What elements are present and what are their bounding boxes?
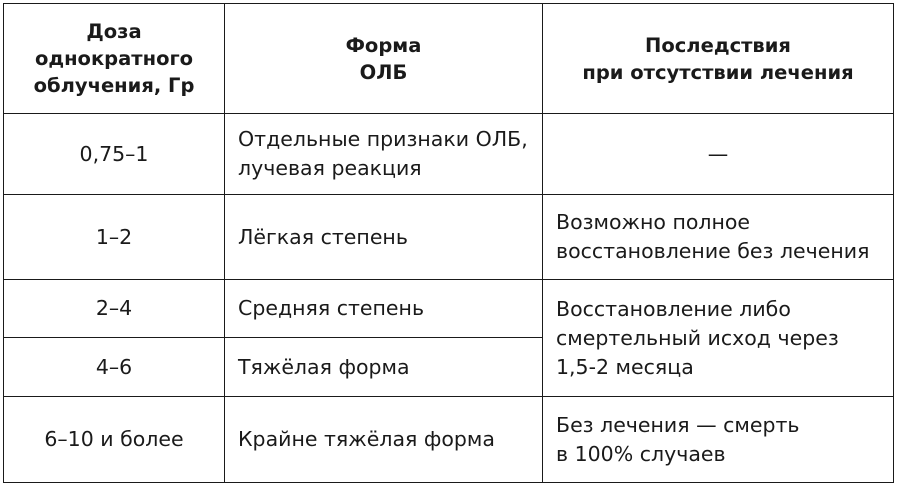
- table-row: [4, 280, 894, 338]
- form-cell: [225, 114, 543, 195]
- form-cell-line: лучевая реакция: [238, 156, 422, 180]
- dose-cell: 0,75–1: [4, 114, 225, 195]
- consequences-cell-line: смертельный исход через: [556, 325, 839, 350]
- table-row: [4, 195, 894, 280]
- header-consequences-line: Последствия: [645, 33, 791, 57]
- form-cell-line: Отдельные признаки ОЛБ,: [238, 127, 528, 151]
- consequences-cell-line: —: [707, 141, 729, 166]
- header-form-line: ОЛБ: [359, 60, 408, 84]
- dose-cell: 4–6: [4, 338, 225, 397]
- radiation-sickness-table-container: [3, 3, 894, 483]
- table-row: [4, 114, 894, 195]
- form-cell: [225, 280, 543, 338]
- consequences-cell-line: Без лечения — смерть: [556, 412, 800, 437]
- radiation-sickness-table: [3, 3, 894, 483]
- consequences-cell-line: восстановление без лечения: [556, 239, 870, 263]
- form-cell: [225, 195, 543, 280]
- dose-cell: 2–4: [4, 280, 225, 338]
- dose-cell: 6–10 и более: [4, 397, 225, 483]
- form-cell-line: Средняя степень: [238, 296, 425, 320]
- header-consequences: [543, 4, 894, 114]
- consequences-cell-line: в 100% случаев: [556, 441, 726, 466]
- dose-cell: 1–2: [4, 195, 225, 280]
- consequences-cell: [543, 280, 894, 397]
- header-row: [4, 4, 894, 114]
- header-form: [225, 4, 543, 114]
- table-row: [4, 397, 894, 483]
- header-dose: [4, 4, 225, 114]
- form-cell-line: Лёгкая степень: [238, 224, 408, 249]
- consequences-cell-line: Возможно полное: [556, 210, 751, 234]
- form-cell: [225, 397, 543, 483]
- form-cell-line: Тяжёлая форма: [238, 354, 410, 379]
- consequences-cell-line: 1,5-2 месяца: [556, 354, 694, 379]
- header-dose-line: однократного: [34, 47, 194, 70]
- form-cell-line: Крайне тяжёлая форма: [238, 427, 495, 451]
- consequences-cell: [543, 397, 894, 483]
- header-consequences-line: при отсутствии лечения: [582, 60, 854, 84]
- consequences-cell-line: Восстановление либо: [556, 296, 791, 321]
- consequences-cell: [543, 195, 894, 280]
- consequences-cell: [543, 114, 894, 195]
- form-cell: [225, 338, 543, 397]
- header-dose-line: Доза: [86, 20, 142, 43]
- header-dose-line: облучения, Гр: [33, 74, 195, 97]
- header-form-line: Форма: [345, 33, 422, 57]
